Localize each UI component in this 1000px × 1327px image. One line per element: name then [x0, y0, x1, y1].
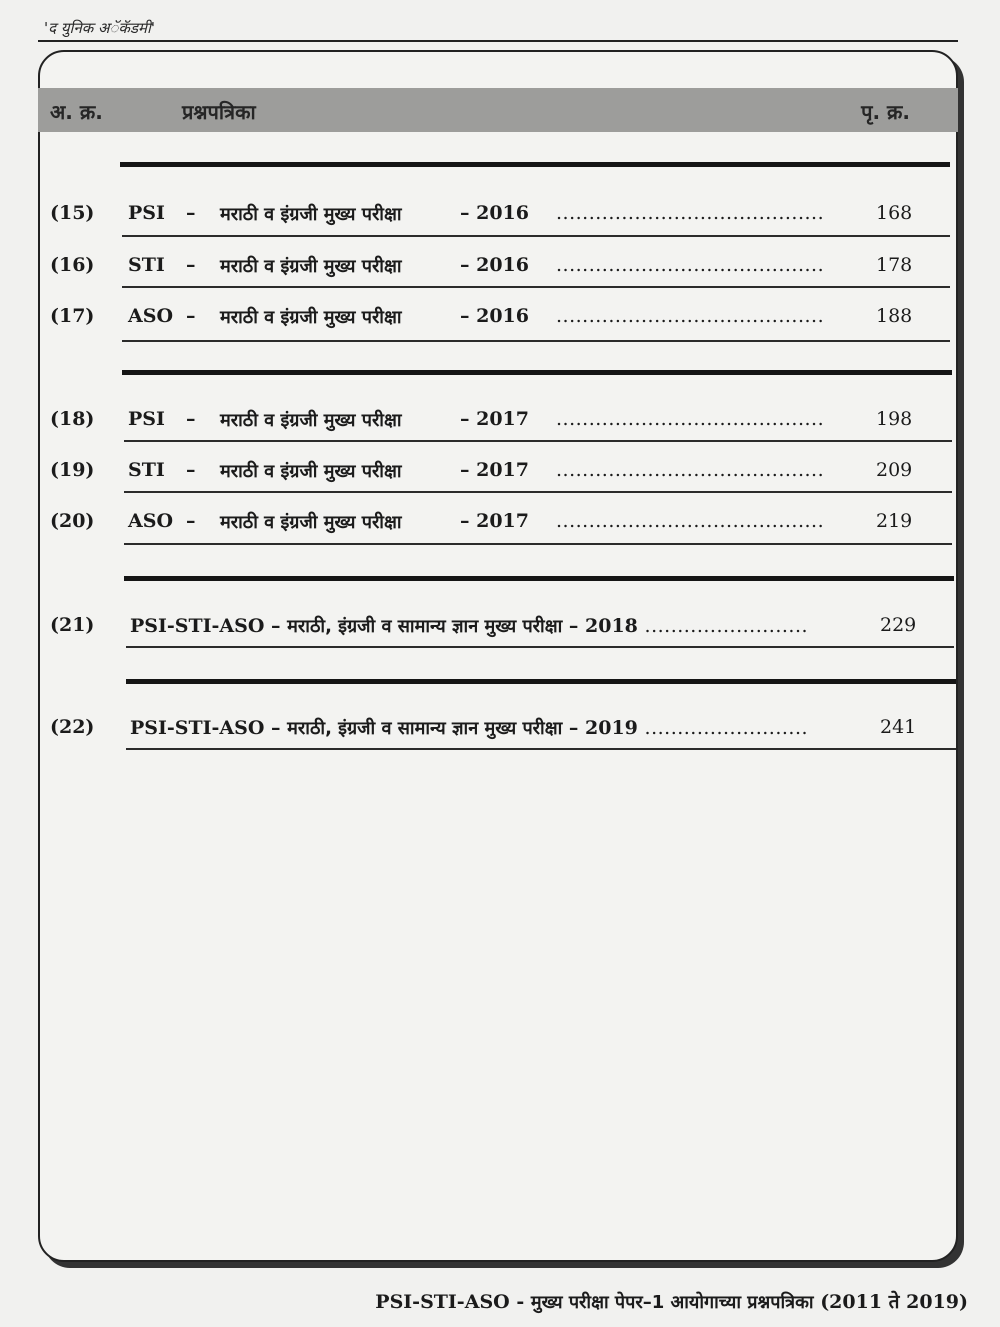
separator: –: [186, 202, 196, 224]
exam-year: – 2017: [460, 459, 529, 481]
row-rule: [124, 491, 952, 493]
page-footer: [375, 1288, 968, 1314]
paper-subject: मराठी व इंग्रजी मुख्य परीक्षा: [220, 307, 402, 328]
row-rule: [122, 340, 950, 342]
exam-code: PSI-STI-ASO –: [130, 717, 281, 739]
serial-number: (15): [50, 202, 95, 224]
serial-number: (20): [50, 510, 95, 532]
leader-dots: .........................................: [556, 202, 825, 224]
exam-year: – 2016: [460, 254, 529, 276]
row-rule: [124, 440, 952, 442]
exam-year: – 2016: [460, 305, 529, 327]
leader-dots: .........................................: [556, 305, 825, 327]
header-serial: अ. क्र.: [50, 100, 103, 124]
header-paper: प्रश्नपत्रिका: [182, 100, 256, 124]
exam-code: ASO: [128, 305, 174, 327]
separator: –: [186, 408, 196, 430]
exam-year: – 2016: [460, 202, 529, 224]
toc-row[interactable]: [0, 459, 1000, 493]
top-rule: [38, 40, 958, 42]
page-number: 209: [876, 459, 913, 481]
page-number: 198: [876, 408, 913, 430]
leader-dots: .........................................: [556, 459, 825, 481]
exam-code: ASO: [128, 510, 174, 532]
serial-number: (16): [50, 254, 95, 276]
paper-subject: मराठी, इंग्रजी व सामान्य ज्ञान मुख्य परीक्षा: [287, 616, 563, 637]
page-number: 241: [880, 716, 917, 738]
row-rule: [126, 646, 954, 648]
exam-code: PSI: [128, 202, 165, 224]
paper-subject: मराठी व इंग्रजी मुख्य परीक्षा: [220, 461, 402, 482]
paper-subject: मराठी व इंग्रजी मुख्य परीक्षा: [220, 410, 402, 431]
page-number: 219: [876, 510, 913, 532]
toc-row[interactable]: [0, 716, 1000, 750]
page-number: 188: [876, 305, 913, 327]
row-rule: [122, 235, 950, 237]
toc-row[interactable]: [0, 614, 1000, 648]
exam-code: PSI-STI-ASO –: [130, 615, 281, 637]
exam-year: – 2019: [568, 717, 638, 739]
toc-row[interactable]: [0, 202, 1000, 236]
footer-title: मुख्य परीक्षा पेपर–1 आयोगाच्या प्रश्नपत्रिका: [530, 1292, 814, 1313]
serial-number: (21): [50, 614, 95, 636]
page-number: 178: [876, 254, 913, 276]
leader-dots: .........................................: [556, 254, 825, 276]
row-rule: [126, 748, 956, 750]
footer-years: (2011 ते 2019): [813, 1291, 968, 1313]
separator: –: [186, 305, 196, 327]
combined-entry: [130, 716, 808, 740]
separator: –: [186, 254, 196, 276]
paper-subject: मराठी व इंग्रजी मुख्य परीक्षा: [220, 512, 402, 533]
separator: –: [186, 459, 196, 481]
separator: –: [186, 510, 196, 532]
leader-dots: .........................: [644, 717, 809, 739]
page-number: 168: [876, 202, 913, 224]
row-rule: [122, 286, 950, 288]
exam-code: STI: [128, 254, 165, 276]
group-divider: [120, 162, 950, 167]
row-rule: [124, 543, 952, 545]
serial-number: (18): [50, 408, 95, 430]
page-number: 229: [880, 614, 917, 636]
header-page: पृ. क्र.: [861, 100, 910, 124]
serial-number: (22): [50, 716, 95, 738]
leader-dots: .........................: [644, 615, 809, 637]
leader-dots: .........................................: [556, 510, 825, 532]
group-divider: [126, 679, 956, 684]
toc-row[interactable]: [0, 408, 1000, 442]
group-divider: [124, 576, 954, 581]
toc-row[interactable]: [0, 305, 1000, 339]
table-header-band: [38, 88, 958, 132]
exam-year: – 2017: [460, 408, 529, 430]
exam-code: PSI: [128, 408, 165, 430]
exam-code: STI: [128, 459, 165, 481]
publisher-name: 'द युनिक अॅकॅडमी': [44, 19, 155, 37]
toc-row[interactable]: [0, 254, 1000, 288]
serial-number: (19): [50, 459, 95, 481]
paper-subject: मराठी, इंग्रजी व सामान्य ज्ञान मुख्य परीक्षा: [287, 718, 563, 739]
exam-year: – 2018: [568, 615, 638, 637]
leader-dots: .........................................: [556, 408, 825, 430]
group-divider: [122, 370, 952, 375]
serial-number: (17): [50, 305, 95, 327]
footer-exam-code: PSI-STI-ASO -: [375, 1291, 531, 1313]
toc-row[interactable]: [0, 510, 1000, 544]
paper-subject: मराठी व इंग्रजी मुख्य परीक्षा: [220, 256, 402, 277]
paper-subject: मराठी व इंग्रजी मुख्य परीक्षा: [220, 204, 402, 225]
exam-year: – 2017: [460, 510, 529, 532]
combined-entry: [130, 614, 808, 638]
